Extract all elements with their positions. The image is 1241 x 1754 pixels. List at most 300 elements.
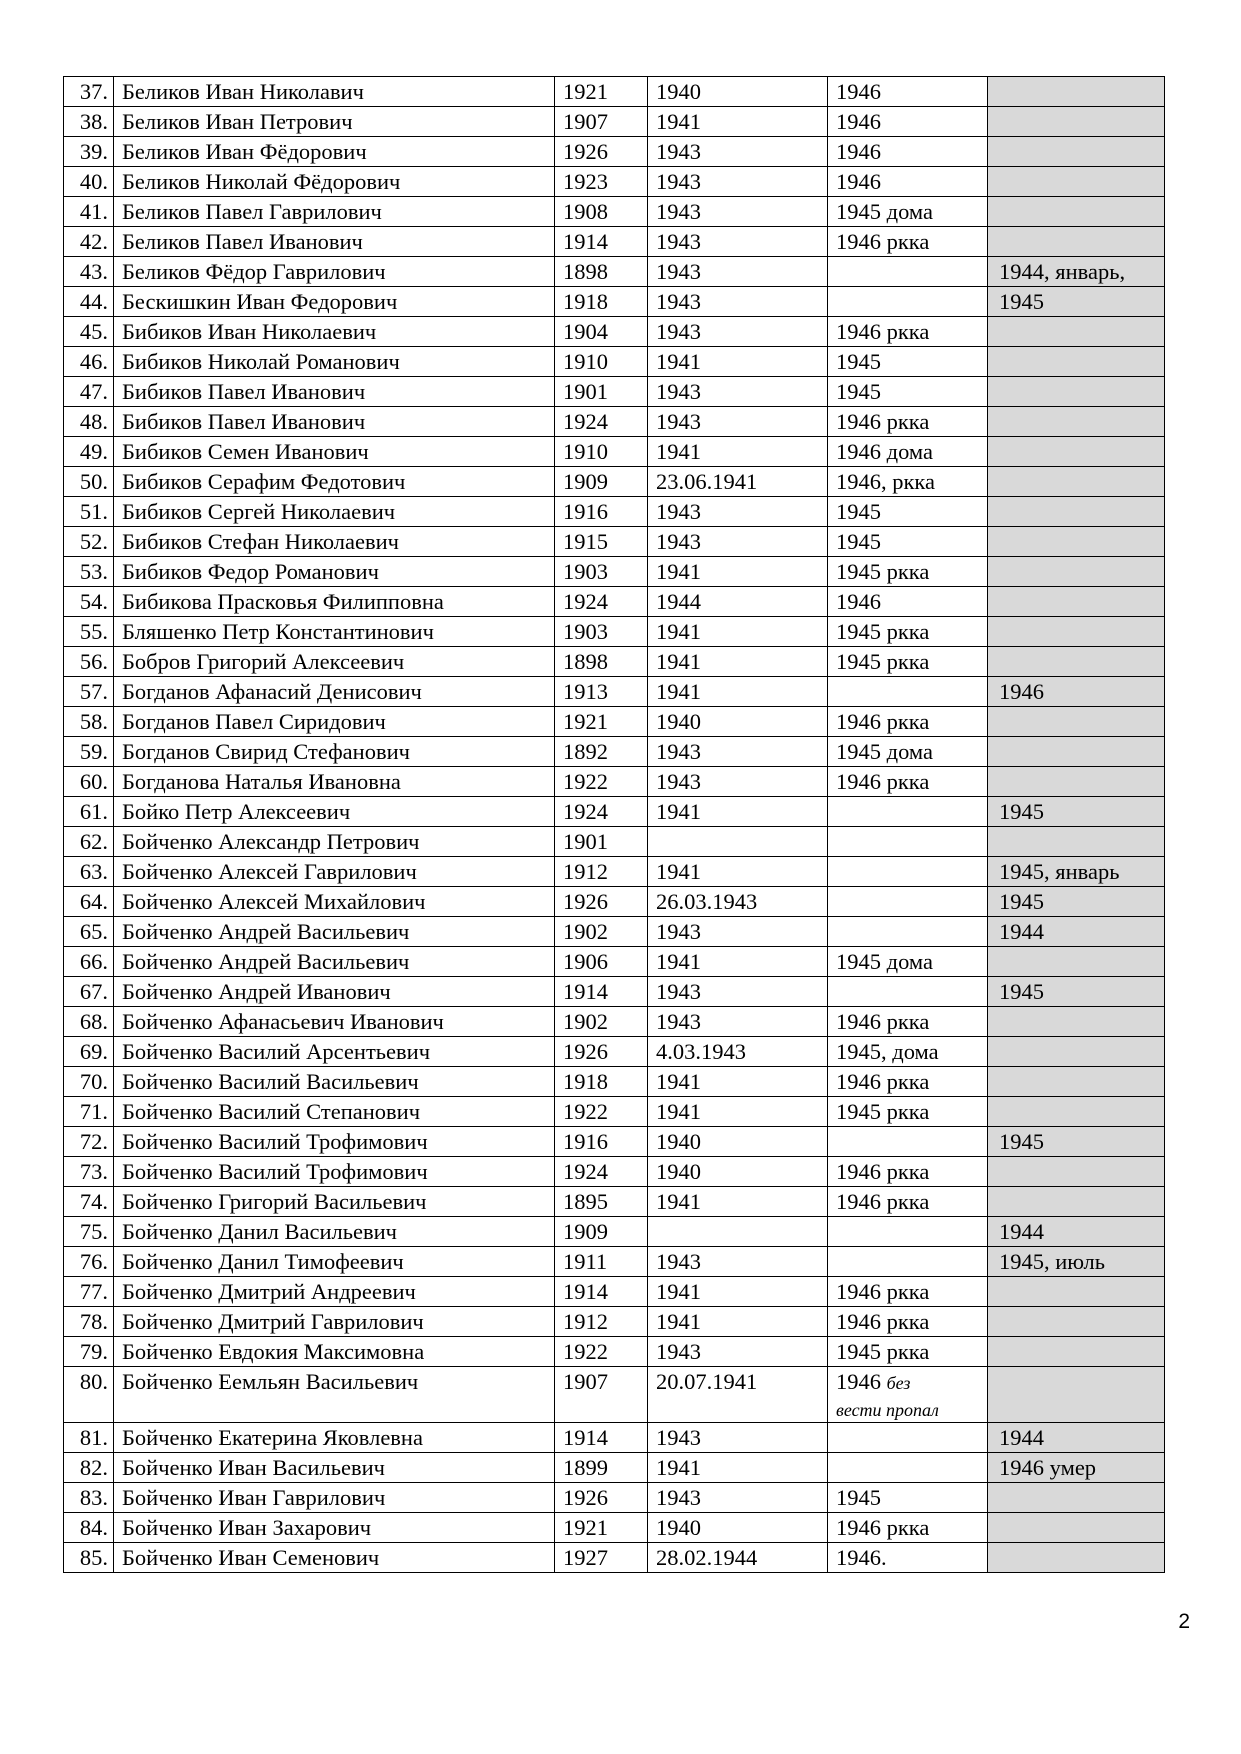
birth-year-cell: 1927 <box>555 1543 648 1573</box>
died-value: 1945, июль <box>999 1249 1106 1274</box>
returned-cell: 1945 дома <box>828 737 988 767</box>
table-row <box>64 1513 1165 1543</box>
name-cell: Бойченко Василий Трофимович <box>114 1157 555 1187</box>
birth-year-cell: 1910 <box>555 437 648 467</box>
returned-cell: 1946 ркка <box>828 1187 988 1217</box>
table-row <box>64 1127 1165 1157</box>
drafted-cell: 1943 <box>648 287 828 317</box>
died-value <box>996 649 999 674</box>
birth-year-cell: 1904 <box>555 317 648 347</box>
name-cell: Богданова Наталья Ивановна <box>114 767 555 797</box>
died-cell <box>988 917 1165 947</box>
birth-year-cell: 1911 <box>555 1247 648 1277</box>
name-cell: Бойченко Андрей Васильевич <box>114 917 555 947</box>
died-cell <box>988 737 1165 767</box>
died-value <box>996 169 999 194</box>
died-cell <box>988 1423 1165 1453</box>
died-value <box>996 1369 999 1394</box>
died-value <box>996 1485 999 1510</box>
name-cell: Бляшенко Петр Константинович <box>114 617 555 647</box>
drafted-cell: 28.02.1944 <box>648 1543 828 1573</box>
died-value: 1945 <box>999 1129 1044 1154</box>
row-number-cell: 56. <box>64 647 114 677</box>
table-row <box>64 1097 1165 1127</box>
died-value <box>996 949 999 974</box>
died-cell <box>988 1097 1165 1127</box>
table-row <box>64 587 1165 617</box>
returned-cell: 1945 дома <box>828 947 988 977</box>
died-value: 1946 умер <box>999 1455 1097 1480</box>
died-value <box>996 349 999 374</box>
died-cell <box>988 497 1165 527</box>
birth-year-cell: 1916 <box>555 497 648 527</box>
died-cell <box>988 137 1165 167</box>
drafted-cell: 1943 <box>648 767 828 797</box>
returned-cell: 1945 ркка <box>828 557 988 587</box>
died-cell <box>988 827 1165 857</box>
died-value <box>996 829 999 854</box>
died-cell <box>988 1277 1165 1307</box>
birth-year-cell: 1908 <box>555 197 648 227</box>
died-cell <box>988 1483 1165 1513</box>
drafted-cell <box>648 827 828 857</box>
row-number-cell: 60. <box>64 767 114 797</box>
returned-cell: 1945 ркка <box>828 617 988 647</box>
drafted-cell: 1943 <box>648 1007 828 1037</box>
birth-year-cell: 1921 <box>555 1513 648 1543</box>
name-cell: Беликов Иван Николавич <box>114 77 555 107</box>
returned-cell <box>828 1217 988 1247</box>
row-number-cell: 49. <box>64 437 114 467</box>
died-value: 1944 <box>999 919 1044 944</box>
died-value <box>996 379 999 404</box>
drafted-cell: 1943 <box>648 1423 828 1453</box>
row-number-cell: 84. <box>64 1513 114 1543</box>
died-value <box>996 769 999 794</box>
table-row <box>64 437 1165 467</box>
returned-cell <box>828 257 988 287</box>
row-number-cell: 62. <box>64 827 114 857</box>
drafted-cell: 1943 <box>648 1483 828 1513</box>
birth-year-cell: 1910 <box>555 347 648 377</box>
drafted-cell: 1943 <box>648 257 828 287</box>
died-value <box>996 1069 999 1094</box>
birth-year-cell: 1914 <box>555 1423 648 1453</box>
table-row <box>64 647 1165 677</box>
row-number-cell: 78. <box>64 1307 114 1337</box>
birth-year-cell: 1918 <box>555 287 648 317</box>
died-cell <box>988 1127 1165 1157</box>
died-cell <box>988 557 1165 587</box>
row-number-cell: 42. <box>64 227 114 257</box>
name-cell: Бибиков Николай Романович <box>114 347 555 377</box>
returned-cell <box>828 1127 988 1157</box>
drafted-cell: 1941 <box>648 1307 828 1337</box>
row-number-cell: 85. <box>64 1543 114 1573</box>
row-number-cell: 75. <box>64 1217 114 1247</box>
page-number: 2 <box>1178 1610 1190 1633</box>
name-cell: Беликов Павел Иванович <box>114 227 555 257</box>
died-value: 1946 <box>999 679 1044 704</box>
died-value <box>996 619 999 644</box>
drafted-cell: 1943 <box>648 737 828 767</box>
died-cell <box>988 887 1165 917</box>
died-cell <box>988 1157 1165 1187</box>
died-value <box>996 709 999 734</box>
table-row <box>64 1307 1165 1337</box>
died-cell <box>988 1513 1165 1543</box>
table-row <box>64 317 1165 347</box>
table-row <box>64 617 1165 647</box>
returned-cell: 1946 <box>828 167 988 197</box>
drafted-cell: 4.03.1943 <box>648 1037 828 1067</box>
drafted-cell: 1943 <box>648 977 828 1007</box>
returned-cell: 1945 <box>828 497 988 527</box>
birth-year-cell: 1926 <box>555 137 648 167</box>
drafted-cell: 1943 <box>648 197 828 227</box>
died-cell <box>988 947 1165 977</box>
died-value <box>996 1545 999 1570</box>
died-value <box>996 409 999 434</box>
row-number-cell: 47. <box>64 377 114 407</box>
drafted-cell: 1940 <box>648 1513 828 1543</box>
name-cell: Бибиков Павел Иванович <box>114 407 555 437</box>
birth-year-cell: 1902 <box>555 917 648 947</box>
birth-year-cell: 1912 <box>555 857 648 887</box>
died-cell <box>988 1453 1165 1483</box>
row-number-cell: 55. <box>64 617 114 647</box>
birth-year-cell: 1916 <box>555 1127 648 1157</box>
table-row <box>64 287 1165 317</box>
row-number-cell: 73. <box>64 1157 114 1187</box>
row-number-cell: 46. <box>64 347 114 377</box>
birth-year-cell: 1924 <box>555 587 648 617</box>
drafted-cell: 1943 <box>648 407 828 437</box>
birth-year-cell: 1922 <box>555 767 648 797</box>
died-cell <box>988 437 1165 467</box>
row-number-cell: 52. <box>64 527 114 557</box>
died-cell <box>988 677 1165 707</box>
name-cell: Беликов Фёдор Гаврилович <box>114 257 555 287</box>
table-row <box>64 947 1165 977</box>
row-number-cell: 57. <box>64 677 114 707</box>
died-value: 1945, январь <box>999 859 1120 884</box>
birth-year-cell: 1907 <box>555 107 648 137</box>
table-row <box>64 1037 1165 1067</box>
returned-note: без <box>886 1373 911 1393</box>
drafted-cell: 1940 <box>648 1157 828 1187</box>
table-row <box>64 1453 1165 1483</box>
returned-cell: 1946 ркка <box>828 1007 988 1037</box>
birth-year-cell: 1895 <box>555 1187 648 1217</box>
drafted-cell: 1943 <box>648 167 828 197</box>
died-value <box>996 1039 999 1064</box>
drafted-cell: 1941 <box>648 797 828 827</box>
drafted-cell: 1941 <box>648 557 828 587</box>
died-value <box>996 559 999 584</box>
name-cell: Бойченко Василий Васильевич <box>114 1067 555 1097</box>
drafted-cell: 1943 <box>648 497 828 527</box>
returned-cell <box>828 827 988 857</box>
returned-cell: 1946. <box>828 1543 988 1573</box>
row-number-cell: 67. <box>64 977 114 1007</box>
returned-cell: 1945, дома <box>828 1037 988 1067</box>
row-number-cell: 64. <box>64 887 114 917</box>
returned-cell <box>828 977 988 1007</box>
returned-cell <box>828 287 988 317</box>
birth-year-cell: 1926 <box>555 887 648 917</box>
returned-cell <box>828 797 988 827</box>
row-number-cell: 51. <box>64 497 114 527</box>
row-number-cell: 79. <box>64 1337 114 1367</box>
row-number-cell: 37. <box>64 77 114 107</box>
name-cell: Беликов Николай Фёдорович <box>114 167 555 197</box>
name-cell: Бойченко Еемльян Васильевич <box>114 1367 555 1423</box>
drafted-cell: 1940 <box>648 707 828 737</box>
died-value <box>996 109 999 134</box>
table-row <box>64 377 1165 407</box>
returned-cell <box>828 1423 988 1453</box>
died-cell <box>988 77 1165 107</box>
birth-year-cell: 1898 <box>555 647 648 677</box>
drafted-cell: 1941 <box>648 647 828 677</box>
returned-value: 1946 <box>836 1369 881 1394</box>
died-value <box>996 139 999 164</box>
drafted-cell: 1941 <box>648 857 828 887</box>
records-table <box>63 76 1165 1573</box>
birth-year-cell: 1926 <box>555 1037 648 1067</box>
name-cell: Бибиков Павел Иванович <box>114 377 555 407</box>
died-value <box>996 469 999 494</box>
died-value: 1945 <box>999 979 1044 1004</box>
drafted-cell: 1941 <box>648 437 828 467</box>
table-row <box>64 197 1165 227</box>
birth-year-cell: 1901 <box>555 827 648 857</box>
returned-cell: 1945 ркка <box>828 647 988 677</box>
birth-year-cell: 1907 <box>555 1367 648 1423</box>
drafted-cell: 1940 <box>648 77 828 107</box>
name-cell: Бойченко Иван Семенович <box>114 1543 555 1573</box>
row-number-cell: 40. <box>64 167 114 197</box>
table-row <box>64 767 1165 797</box>
died-cell <box>988 587 1165 617</box>
returned-cell: 1946 <box>828 137 988 167</box>
name-cell: Бойченко Иван Гаврилович <box>114 1483 555 1513</box>
table-row <box>64 257 1165 287</box>
died-value: 1945 <box>999 889 1044 914</box>
table-row <box>64 1337 1165 1367</box>
died-value <box>996 589 999 614</box>
table-row <box>64 1247 1165 1277</box>
table-row <box>64 887 1165 917</box>
row-number-cell: 41. <box>64 197 114 227</box>
name-cell: Бойченко Андрей Васильевич <box>114 947 555 977</box>
birth-year-cell: 1922 <box>555 1337 648 1367</box>
died-value <box>996 1159 999 1184</box>
died-cell <box>988 197 1165 227</box>
returned-cell: 1946 ркка <box>828 1277 988 1307</box>
row-number-cell: 80. <box>64 1367 114 1423</box>
table-row <box>64 707 1165 737</box>
died-cell <box>988 1367 1165 1423</box>
birth-year-cell: 1914 <box>555 227 648 257</box>
table-row <box>64 227 1165 257</box>
returned-cell: 1945 <box>828 1483 988 1513</box>
row-number-cell: 76. <box>64 1247 114 1277</box>
drafted-cell: 1943 <box>648 917 828 947</box>
name-cell: Бойко Петр Алексеевич <box>114 797 555 827</box>
died-cell <box>988 857 1165 887</box>
drafted-cell: 20.07.1941 <box>648 1367 828 1423</box>
name-cell: Бойченко Иван Васильевич <box>114 1453 555 1483</box>
died-cell <box>988 1307 1165 1337</box>
birth-year-cell: 1914 <box>555 1277 648 1307</box>
returned-cell: 1946 ркка <box>828 1513 988 1543</box>
table-row <box>64 77 1165 107</box>
name-cell: Бойченко Екатерина Яковлевна <box>114 1423 555 1453</box>
row-number-cell: 72. <box>64 1127 114 1157</box>
died-cell <box>988 1007 1165 1037</box>
died-value <box>996 319 999 344</box>
died-cell <box>988 797 1165 827</box>
name-cell: Бойченко Александр Петрович <box>114 827 555 857</box>
drafted-cell: 1941 <box>648 947 828 977</box>
table-row <box>64 407 1165 437</box>
died-cell <box>988 1217 1165 1247</box>
name-cell: Беликов Иван Петрович <box>114 107 555 137</box>
died-cell <box>988 377 1165 407</box>
died-cell <box>988 317 1165 347</box>
row-number-cell: 50. <box>64 467 114 497</box>
table-row <box>64 917 1165 947</box>
drafted-cell: 1941 <box>648 107 828 137</box>
name-cell: Бойченко Григорий Васильевич <box>114 1187 555 1217</box>
birth-year-cell: 1921 <box>555 707 648 737</box>
returned-cell: 1946 <box>828 107 988 137</box>
died-value <box>996 1515 999 1540</box>
died-value <box>996 1279 999 1304</box>
died-cell <box>988 407 1165 437</box>
returned-note-line-2: вести пропал <box>836 1400 939 1420</box>
died-cell <box>988 167 1165 197</box>
birth-year-cell: 1921 <box>555 77 648 107</box>
birth-year-cell: 1912 <box>555 1307 648 1337</box>
row-number-cell: 69. <box>64 1037 114 1067</box>
died-cell <box>988 107 1165 137</box>
died-cell <box>988 1543 1165 1573</box>
row-number-cell: 58. <box>64 707 114 737</box>
table-row <box>64 1067 1165 1097</box>
returned-cell: 1945 <box>828 377 988 407</box>
table-row <box>64 797 1165 827</box>
name-cell: Бойченко Данил Тимофеевич <box>114 1247 555 1277</box>
returned-cell: 1946 ркка <box>828 227 988 257</box>
table-row <box>64 977 1165 1007</box>
returned-cell: 1946 ркка <box>828 707 988 737</box>
died-cell <box>988 1037 1165 1067</box>
returned-cell: 1946 ркка <box>828 1307 988 1337</box>
name-cell: Бойченко Андрей Иванович <box>114 977 555 1007</box>
name-cell: Богданов Афанасий Денисович <box>114 677 555 707</box>
name-cell: Бойченко Дмитрий Гаврилович <box>114 1307 555 1337</box>
table-row <box>64 1367 1165 1423</box>
name-cell: Бойченко Алексей Михайлович <box>114 887 555 917</box>
name-cell: Беликов Иван Фёдорович <box>114 137 555 167</box>
birth-year-cell: 1913 <box>555 677 648 707</box>
table-row <box>64 677 1165 707</box>
drafted-cell: 26.03.1943 <box>648 887 828 917</box>
name-cell: Бойченко Данил Васильевич <box>114 1217 555 1247</box>
table-row <box>64 1423 1165 1453</box>
died-cell <box>988 977 1165 1007</box>
died-cell <box>988 767 1165 797</box>
row-number-cell: 54. <box>64 587 114 617</box>
birth-year-cell: 1923 <box>555 167 648 197</box>
row-number-cell: 83. <box>64 1483 114 1513</box>
returned-cell: 1946 <box>828 77 988 107</box>
name-cell: Бойченко Василий Трофимович <box>114 1127 555 1157</box>
row-number-cell: 70. <box>64 1067 114 1097</box>
died-cell <box>988 1337 1165 1367</box>
birth-year-cell: 1926 <box>555 1483 648 1513</box>
died-cell <box>988 647 1165 677</box>
birth-year-cell: 1903 <box>555 557 648 587</box>
name-cell: Бибиков Стефан Николаевич <box>114 527 555 557</box>
name-cell: Бибиков Федор Романович <box>114 557 555 587</box>
died-cell <box>988 707 1165 737</box>
returned-cell: 1946, ркка <box>828 467 988 497</box>
table-row <box>64 1217 1165 1247</box>
row-number-cell: 39. <box>64 137 114 167</box>
died-value: 1944 <box>999 1219 1044 1244</box>
name-cell: Бибиков Сергей Николаевич <box>114 497 555 527</box>
died-value: 1945 <box>999 289 1044 314</box>
returned-cell <box>828 677 988 707</box>
drafted-cell: 1943 <box>648 137 828 167</box>
returned-cell <box>828 857 988 887</box>
returned-cell <box>828 1247 988 1277</box>
died-value <box>996 499 999 524</box>
returned-cell: 1946 дома <box>828 437 988 467</box>
name-cell: Бибиков Семен Иванович <box>114 437 555 467</box>
table-row <box>64 857 1165 887</box>
birth-year-cell: 1914 <box>555 977 648 1007</box>
drafted-cell: 1943 <box>648 377 828 407</box>
died-value: 1944, январь, <box>999 259 1126 284</box>
row-number-cell: 44. <box>64 287 114 317</box>
row-number-cell: 63. <box>64 857 114 887</box>
name-cell: Бибиков Иван Николаевич <box>114 317 555 347</box>
died-value: 1945 <box>999 799 1044 824</box>
row-number-cell: 45. <box>64 317 114 347</box>
name-cell: Бойченко Евдокия Максимовна <box>114 1337 555 1367</box>
birth-year-cell: 1903 <box>555 617 648 647</box>
table-row <box>64 497 1165 527</box>
name-cell: Бибикова Прасковья Филипповна <box>114 587 555 617</box>
name-cell: Бибиков Серафим Федотович <box>114 467 555 497</box>
died-value <box>996 1339 999 1364</box>
table-row <box>64 827 1165 857</box>
row-number-cell: 43. <box>64 257 114 287</box>
row-number-cell: 53. <box>64 557 114 587</box>
table-row <box>64 1007 1165 1037</box>
died-cell <box>988 527 1165 557</box>
row-number-cell: 74. <box>64 1187 114 1217</box>
row-number-cell: 77. <box>64 1277 114 1307</box>
died-cell <box>988 347 1165 377</box>
returned-cell: 1946 ркка <box>828 1157 988 1187</box>
birth-year-cell: 1898 <box>555 257 648 287</box>
